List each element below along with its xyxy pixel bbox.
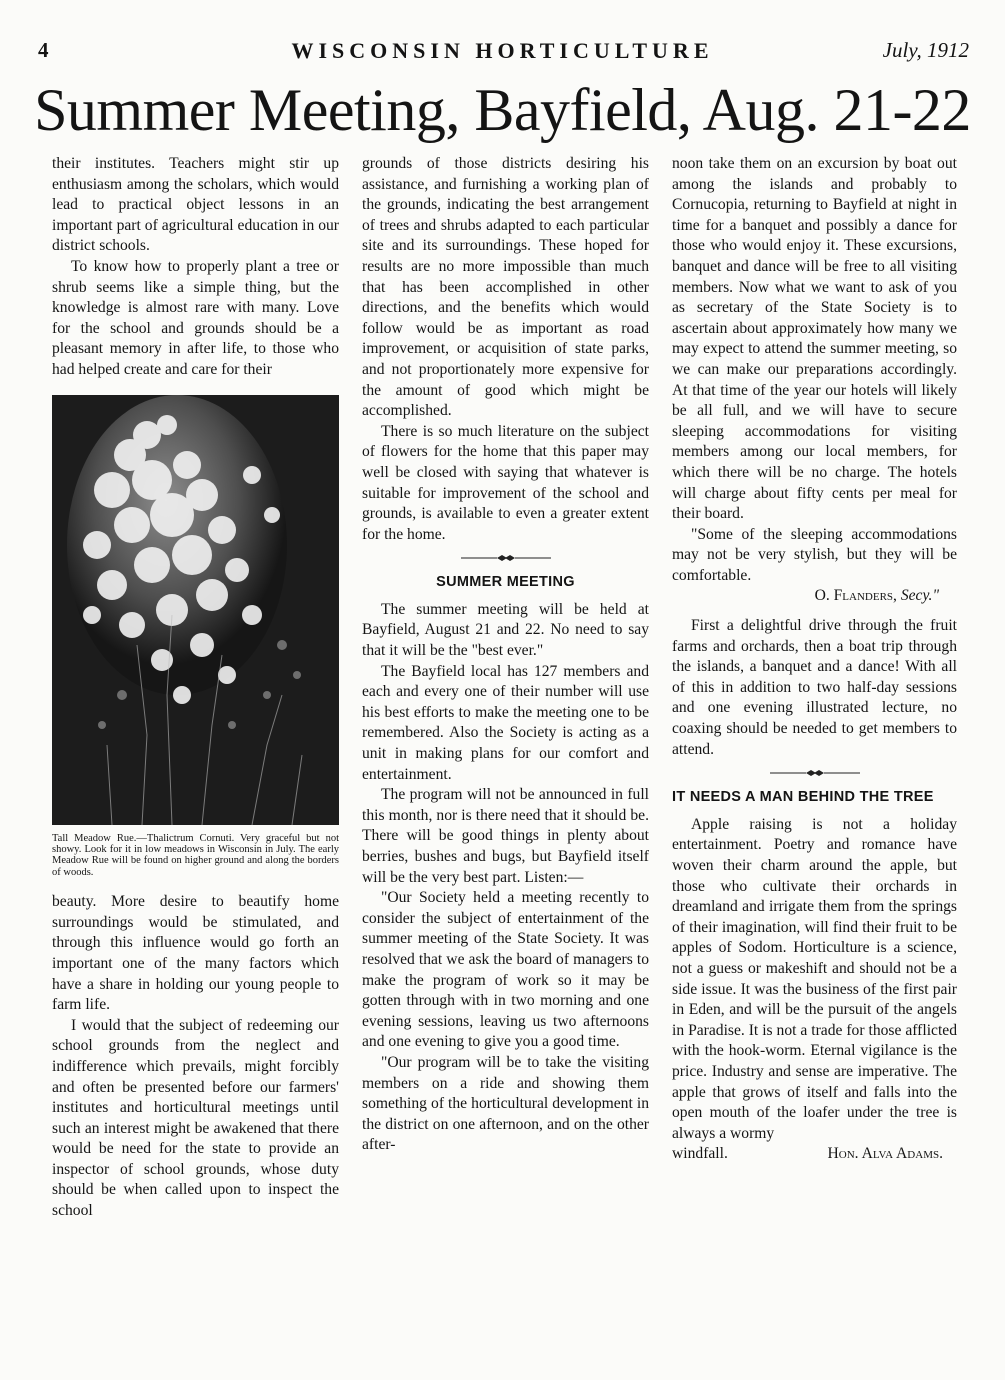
issue-date: July, 1912 — [882, 38, 969, 62]
page-number: 4 — [38, 38, 49, 62]
paragraph: beauty. More desire to beautify home surroundings would be stimulated, and through this influence would go forth an important one of the many factors which have a share in holding our young people to farm life. — [52, 893, 339, 1014]
paragraph: "Some of the sleeping accommodations may not be very stylish, but they will be comfortable. — [672, 525, 957, 584]
paragraph: I would that the subject of redeeming our school grounds from the neglect and indifference which prevails, might forcibly and often be presented before our farmers' institutes and horticultural meetings until such an interest might be awakened that there would be need for the state to provide an inspector of school grounds, whose duty should be when called upon to inspect the school — [52, 1016, 339, 1220]
paragraph: noon take them on an excursion by boat out among the islands and probably to Cornucopia, returning to Bayfield at night in time for a banquet and possibly a dance for those who would enjoy it. These excursions, banquet and dance will be free to all visiting members. Now what we want to ask of you as secretary of the State Society is to ascertain about approximately how many we may expect to attend the summer meeting, so we can make our preparations accordingly. At that time of the year our hotels will likely be all full, and we will have to secure sleeping accommodations for visiting members among our local members, for which there will be no charge. The hotels will charge about fifty cents per meal for their board. — [672, 155, 957, 523]
signature — [672, 586, 957, 607]
signature-name: O. Flanders, — [814, 587, 897, 605]
paragraph: The Bayfield local has 127 members and each and every one of their number will use his best efforts to make the meeting one to be remembered. Also the Society is acting as a unit in making plans for our comfort and entertainment. — [362, 662, 649, 783]
column-2 — [362, 154, 649, 1156]
section-divider — [770, 769, 860, 777]
author-signature: Hon. Alva Adams. — [827, 1145, 943, 1163]
paragraph: The program will not be announced in full this month, nor is there need that it should be. There will be good things in plenty about berries, bushes and bugs, but Bayfield itself will be the very best part. Listen:— — [362, 786, 649, 886]
section-divider — [461, 554, 551, 562]
paragraph: The summer meeting will be held at Bayfield, August 21 and 22. No need to say that it will be the "best ever." — [362, 600, 649, 660]
paragraph: grounds of those districts desiring his assistance, and furnishing a working plan of the grounds, indicating the best arrangement of trees and shrubs adapted to each particular site and its surroundings. These hoped for results are no more impossible than much that has been accomplished in other directions, and the benefits which would follow would be as important as road improvement, or acquisition of state parks, and not proportionately more expensive for the amount of good which might be accomplished. — [362, 155, 649, 420]
paragraph-end: windfall. — [672, 1145, 728, 1163]
paragraph: First a delightful drive through the fruit farms and orchards, then a boat trip through the islands, a banquet and a dance! With all of this in addition to two half-day sessions and one evening illustrated lecture, no coaxing should be needed to get members to attend. — [672, 617, 957, 758]
column-3 — [672, 154, 957, 1165]
masthead: WISCONSIN HORTICULTURE — [291, 38, 714, 63]
article-title: Summer Meeting, Bayfield, Aug. 21-22 — [34, 77, 971, 143]
paragraph: There is so much literature on the subject of flowers for the home that this paper may well be closed with saying that whatever is suitable for improvement of the school and grounds, is available to even a greater extent for the home. — [362, 422, 649, 543]
paragraph: To know how to properly plant a tree or shrub seems like a simple thing, but the knowledge is almost rare with many. Love for the school and grounds should be a pleasant memory in after life, to those who had helped create and care for their — [52, 257, 339, 378]
section-heading: IT NEEDS A MAN BEHIND THE TREE — [672, 789, 934, 806]
running-header — [0, 38, 1005, 68]
paragraph: "Our Society held a meeting recently to consider the subject of entertainment of the summer meeting of the State Society. It was resolved that we ask the board of managers to make the program of work so it may be gotten through with in two morning and one evening sessions, leaving us two afternoons and one evening to give you a good time. — [362, 889, 649, 1051]
paragraph: their institutes. Teachers might stir up enthusiasm among the scholars, which would lead to practical object lessons in an important part of agricultural education in our district schools. — [52, 155, 339, 255]
photo-caption: Tall Meadow Rue.—Thalictrum Cornuti. Very graceful but not showy. Look for it in low meadows in Wisconsin in July. The early Meadow Rue will be found on higher ground and along the borders of woods. — [52, 832, 339, 878]
column-1 — [52, 154, 339, 1222]
signature-title: Secy." — [900, 587, 939, 605]
paragraph: "Our program will be to take the visiting members on a ride and showing them something of the horticultural development in the district on one afternoon, and on the other after- — [362, 1053, 649, 1154]
meadow-rue-photo — [52, 395, 339, 825]
section-heading: SUMMER MEETING — [436, 574, 575, 591]
closing-line — [672, 1144, 957, 1165]
paragraph: Apple raising is not a holiday entertainment. Poetry and romance have woven their charm around the apple, but those who cultivate their orchards in dreamland and irrigate them from the springs of their imagination, will find their fruit to be apples of Sodom. Horticulture is a science, not a guess or makeshift and should not be a side issue. It was the business of the first pair in Eden, and will be the pursuit of the angels in Paradise. It is not a trade for those afflicted with the hook-worm. Eternal vigilance is the price. Industry and sense are imperative. The apple that grows of itself and falls into the open mouth of the loafer under the tree is always a wormy — [672, 815, 957, 1142]
